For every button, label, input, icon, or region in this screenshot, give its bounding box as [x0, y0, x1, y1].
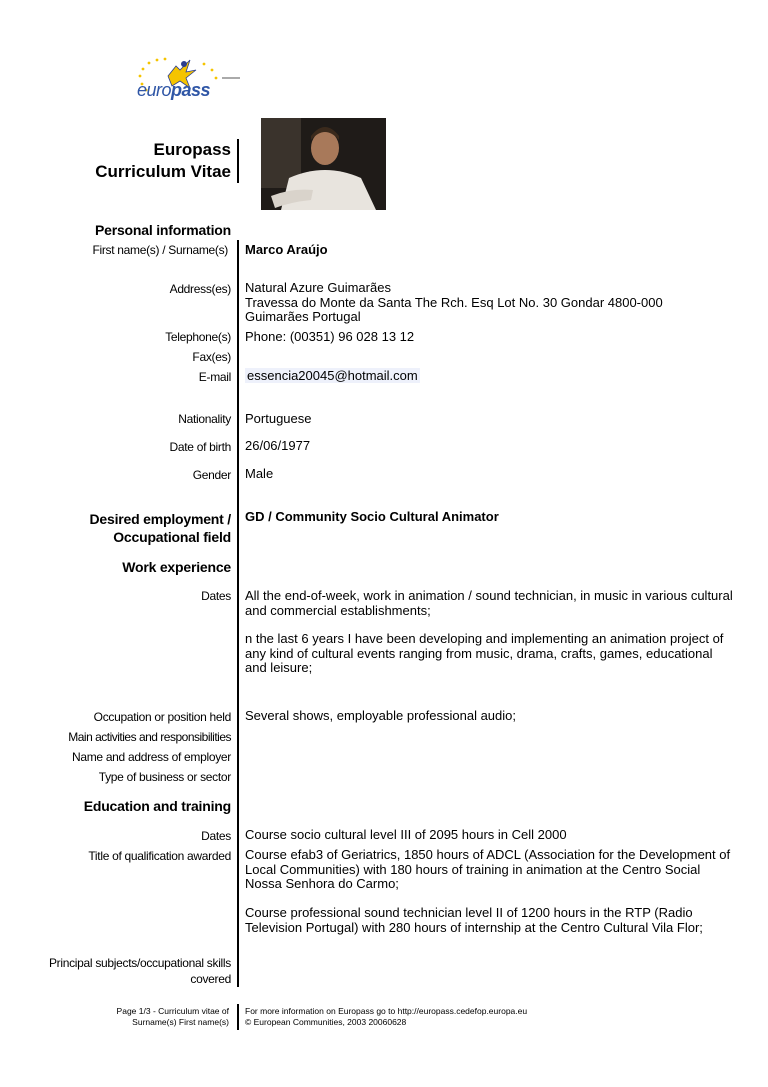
person-photo-icon — [261, 118, 386, 210]
value-occupation: Several shows, employable professional audio; — [245, 708, 516, 723]
value-address — [245, 281, 735, 325]
value-qualification-paragraph-2: Course professional sound technician level II of 1200 hours in the RTP (Radio Television Portugal) with 280 hours of internship at the Centro Cultural Vila Flor; — [245, 905, 703, 935]
label-email: E-mail — [198, 370, 231, 384]
value-qualification-paragraph-1: Course efab3 of Geriatrics, 1850 hours of ADCL (Association for the Development of Local Communities) with 180 hours of training in animation at the Centro Social Nossa Senhora do Carmo; — [245, 847, 731, 891]
label-employer: Name and address of employer — [71, 750, 231, 764]
value-desired-employment: GD / Community Socio Cultural Animator — [245, 509, 499, 524]
footer-copyright: © European Communities, 2003 20060628 — [245, 1017, 407, 1027]
section-heading-work-experience: Work experience — [122, 559, 231, 575]
section-heading-education: Education and training — [83, 798, 231, 814]
label-principal-subjects — [49, 955, 231, 987]
logo-text-euro: euro — [137, 80, 172, 100]
value-gender: Male — [245, 466, 274, 481]
value-work-paragraph-2: n the last 6 years I have been developing and implementing an animation project of any kind of cultural events ranging from music, drama, crafts, games, educational and leisure; — [245, 631, 724, 675]
label-education-dates: Dates — [201, 829, 231, 843]
section-heading-personal-information: Personal information — [94, 222, 231, 238]
label-business-sector: Type of business or sector — [98, 770, 231, 784]
label-work-dates: Dates — [201, 589, 231, 603]
section-heading-desired-employment — [90, 510, 232, 546]
value-email-container — [245, 369, 735, 384]
value-telephone: Phone: (00351) 96 028 13 12 — [245, 329, 415, 344]
title-line-curriculum-vitae: Curriculum Vitae — [95, 162, 231, 181]
value-date-of-birth: 26/06/1977 — [245, 438, 311, 453]
footer-left — [117, 1006, 229, 1028]
label-address: Address(es) — [169, 282, 231, 296]
label-occupation: Occupation or position held — [93, 710, 231, 724]
label-fax: Fax(es) — [192, 350, 231, 364]
cv-title — [95, 139, 231, 183]
value-name: Marco Araújo — [245, 242, 328, 257]
profile-photo — [261, 118, 386, 210]
europass-logo — [132, 54, 242, 106]
address-line-1: Natural Azure Guimarães — [245, 280, 391, 295]
value-education-dates: Course socio cultural level III of 2095 hours in Cell 2000 — [245, 827, 567, 842]
email-link[interactable]: essencia20045@hotmail.com — [247, 368, 418, 383]
address-line-2: Travessa do Monte da Santa The Rch. Esq Lot No. 30 Gondar 4800-000 — [245, 294, 663, 310]
subjects-label-line-1: Principal subjects/occupational skills — [48, 956, 231, 970]
address-line-3: Guimarães Portugal — [245, 309, 361, 324]
title-line-europass: Europass — [153, 140, 231, 159]
footer-europass-link[interactable]: For more information on Europass go to http://europass.cedefop.europa.eu — [245, 1006, 528, 1016]
label-gender: Gender — [192, 468, 231, 482]
desired-heading-line-1: Desired employment / — [89, 511, 231, 527]
footer-left-line-2: Surname(s) First name(s) — [132, 1017, 229, 1027]
label-qualification: Title of qualification awarded — [88, 849, 231, 863]
label-name: First name(s) / Surname(s) — [92, 243, 228, 257]
label-telephone: Telephone(s) — [165, 330, 231, 344]
footer-left-line-1: Page 1/3 - Curriculum vitae of — [116, 1006, 229, 1016]
label-nationality: Nationality — [178, 412, 231, 426]
value-nationality: Portuguese — [245, 411, 312, 426]
divider-line-top — [237, 139, 239, 183]
footer-right — [245, 1006, 527, 1028]
logo-text-pass: pass — [171, 80, 211, 100]
value-work-paragraph-1: All the end-of-week, work in animation / sound technician, in music in various cultural and commercial establishments; — [245, 588, 733, 618]
label-main-activities: Main activities and responsibilities — [68, 730, 231, 744]
subjects-label-line-2: covered — [190, 972, 231, 986]
divider-line-footer — [237, 1004, 239, 1030]
label-date-of-birth: Date of birth — [169, 440, 231, 454]
divider-line-main — [237, 240, 239, 987]
desired-heading-line-2: Occupational field — [113, 529, 231, 545]
